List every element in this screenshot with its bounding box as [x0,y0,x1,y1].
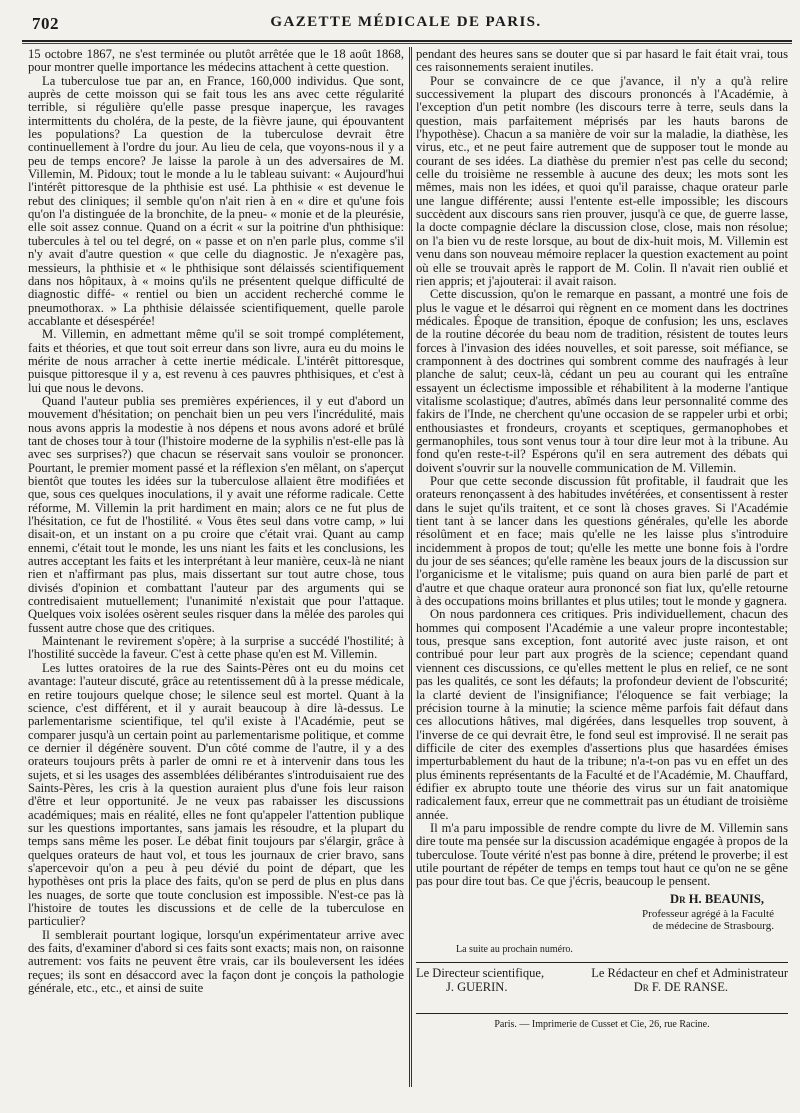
paragraph: Maintenant le revirement s'opère; à la surprise a succédé l'hostilité; à l'hostilité succède la faveur. C'est à cette phase qu'en est M. Villemin. [28,634,404,662]
header-rule-thin [22,43,792,44]
column-divider [409,47,410,1087]
paragraph: Il semblerait pourtant logique, lorsqu'un expérimentateur arrive avec des faits, d'examiner d'abord si ces faits sont exacts; mais non, on raisonne autrement: vos faits ne peuvent être vrais, car ils bouleversent les idées reçues; ils sont en désaccord avec la façon dont je conçois la pathologie générale, etc., etc., et ainsi de suite [28,927,404,996]
paragraph: Quand l'auteur publia ses premières expériences, il y eut d'abord un mouvement d'hésitation; on penchait bien un peu vers l'incrédulité, mais nous avons appris la modestie à nos dépens et nous avons adoré et brûlé tant de choses tour à tour (l'histoire moderne de la syphilis n'est-elle pas là avec ses surprises?) que chacun se réservait sans vouloir se prononcer. Pourtant, le premier moment passé et la réflexion s'en mêlant, on s'aperçut bientôt que toutes les idées sur la tuberculose allaient être modifiées et que, sous ces quelques inoculations, il y avait une réforme radicale. Cette réforme, M. Villemin la prit hardiment en main; alors ce ne fut plus de l'hésitation, ce fut de l'hostilité. « Vous êtes seul dans votre camp, » lui disait-on, et un instant on a pu croire que c'était vrai. Quant au camp ennemi, c'était tout le monde, les uns niant les faits et les conclusions, les autres acceptant les faits et les interprétant à leur manière, ceux-là ne niant rien et n'affirmant pas plus, mais dissertant sur tout autre chose, tous divisés d'opinion et combattant l'auteur par des arguments qui se contredisaient mutuellement; l'unanimité n'existait que pour l'attaque. Quelques voix isolées osèrent seules risquer dans la mêlée des paroles qui fussent autre chose que des critiques. [28,393,404,635]
author-title-line: Professeur agrégé à la Faculté [642,907,774,920]
page-header [22,12,790,38]
paragraph: M. Villemin, en admettant même qu'il se soit trompé complétement, faits et théories, et que tout soit erreur dans son livre, aura eu du moins le mérite de nous arracher à cette inertie médicale. L'intérêt pittoresque, puisque pittoresque il y a, est revenu à ces pauvres phthisiques, et c'est à lui que nous le devons. [28,327,404,395]
paragraph: La tuberculose tue par an, en France, 160,000 individus. Que sont, auprès de cette moisson qui se fait tous les ans avec cette régularité terrible, si régulière qu'elle passe presque inaperçue, les ravages intermittents du choléra, de la peste, de la fièvre jaune, qui épouvantent les populations? La question de la tuberculose devrait être continuellement à l'ordre du jour. Au lieu de cela, que voyons-nous il y a peu de temps encore? Je laisse la parole à un des adversaires de M. Villemin, M. Pidoux; tout le monde a lu le tableau suivant: « Aujourd'hui l'intérêt pittoresque de la phthisie est usé. La phthisie « est devenue le rebut des cliniques; il semble qu'on n'ait rien à en « dire et qu'une fois qu'on l'a distinguée de la bronchite, de la pneu- « monie et de la pleurésie, elle soit assez connue. Quand on a écrit « sur la poitrine d'un phthisique: tubercules à tel ou tel degré, on « passe et on n'en parle plus, comme s'il n'y avait d'autre question « que celle du diagnostic. Je n'exagère pas, messieurs, la phthisie et « le phthisique sont délaissés scientifiquement dans nos hôpitaux, à « moins qu'ils ne présentent quelque difficulté de diagnostic diffé- « rentiel ou bien un accident recherché comme le pneumothorax. » La phthisie délaissée scientifiquement, quelle parole accablante et désespérée! [28,73,404,328]
continued-note: La suite au prochain numéro. [456,943,573,955]
paragraph: Pour se convaincre de ce que j'avance, il n'y a qu'à relire successivement la plupart des discours prononcés à l'Académie, à l'exception d'un petit nombre (les discours terre à terre, seuls dans la question, mais parfaitement méprisés par les hauts barons de l'hypothèse). Chacun a sa manière de voir sur la maladie, la diathèse, les virus, etc., et ne peut faire autrement que de supposer tout le monde au courant de ses idées. La diathèse du premier n'est pas celle du second; celle du troisième ne ressemble à aucune des deux; les mots sont les mêmes, mais non les idées, et quoi qu'il paraisse, chaque orateur parle une langue différente; aussi l'entente est-elle impossible; les discours succèdent aux discours sans rien prouver, jusqu'à ce que, de guerre lasse, la docte compagnie déclare la discussion close, close, mais non résolue; on l'a bien vu de reste lorsque, au bout de dix-huit mois, M. Villemin est venu dans son nouveau mémoire replacer la question exactement au point où elle se trouvait après le rapport de M. Colin. Il n'avait rien oublié et rien appris; et j'ajouterai: il avait raison. [416,73,788,288]
right-column [416,48,788,1031]
column-divider-2 [411,47,412,1087]
page-number: 702 [32,14,59,33]
director-label: Le Directeur scientifique, [416,966,545,980]
editor-label: Le Rédacteur en chef et Administrateur [591,966,788,980]
credits-rule-bottom [416,1013,788,1014]
author-name: Dr H. BEAUNIS, [670,891,764,906]
printer-imprint: Paris. — Imprimerie de Cusset et Cie, 26, rue Racine. [494,1019,710,1030]
header-rule [22,40,792,42]
signature-block [416,893,788,941]
author-title-line: de médecine de Strasbourg. [652,919,774,932]
paragraph: Cette discussion, qu'on le remarque en passant, a montré une fois de plus le vague et le désarroi qui règnent en ce moment dans les doctrines médicales. Époque de transition, époque de confusion; les uns, esclaves de la routine décorée du beau nom de tradition, résistent de toutes leurs forces à l'invasion des idées nouvelles, et soit paresse, soit méfiance, se cramponnent à des doctrines qui sombrent comme des naufragés à leur planche de salut; ceux-là, cédant un peu au courant qui les entraîne essayent un éclectisme impossible et réhabilitent à la moderne l'antique vitalisme scolastique; d'autres, abîmés dans leur personnalité comme des fakirs de l'Inde, ne cherchent qu'une occasion de se rappeler urbi et orbi; enthousiastes et frondeurs, croyants et sceptiques, germanophobes et germanophiles, tous sont venus tour à tour dire leur mot à la tribune. Au fond qu'en reste-t-il? Espérons qu'il en sera autrement des débats qui doivent s'ouvrir sur la nouvelle communication de M. Villemin. [416,287,788,475]
credits [416,967,788,1007]
author-title [642,908,774,932]
running-title: GAZETTE MÉDICALE DE PARIS. [270,14,542,30]
paragraph: Pour que cette seconde discussion fût profitable, il faudrait que les orateurs renonçassent à des habitudes invétérées, et consentissent à rester dans le sujet qu'ils traitent, et ce sont là choses graves. Si l'Académie tient tant à se lancer dans les questions générales, qu'elle les aborde résolûment et en face; mais qu'elle ne les laisse plus s'introduire incidemment à propos de tout; qu'elle les mette une bonne fois à l'ordre du jour de ses séances; qu'elle ramène les beaux jours de la discussion sur l'organicisme et le vitalisme; puis quand on aura bien parlé de part et d'autre et que chaque orateur aura prononcé son fiat lux, qu'elle retourne à des occupations moins brillantes et plus utiles; tout le monde y gagnera. [416,474,788,609]
editor-name: Dr F. DE RANSE. [633,980,728,994]
left-column [28,48,404,995]
paragraph: pendant des heures sans se douter que si par hasard le fait était vrai, tous ces raisonnements seraient inutiles. [416,47,788,75]
credits-rule [416,962,788,963]
paragraph: Il m'a paru impossible de rendre compte du livre de M. Villemin sans dire toute ma pensée sur la discussion académique engagée à propos de la tuberculose. Toute vérité n'est pas bonne à dire, prétend le proverbe; il est utile pourtant de répéter de temps en temps tout haut ce qu'on ne se gêne pas pour dire tout bas. Ce que j'écris, beaucoup le pensent. [416,820,788,889]
director-name: J. GUERIN. [446,980,508,994]
paragraph: Les luttes oratoires de la rue des Saints-Pères ont eu du moins cet avantage: l'auteur discuté, grâce au retentissement dû à la presse médicale, en retire toujours quelque chose; le silence seul est mortel. Quant à la science, c'est différent, et il y aurait beaucoup à dire là-dessus. Le parlementarisme scientifique, tel qu'il existe à l'Académie, peut se comparer jusqu'à un certain point au parlementarisme politique, et comme ce dernier il dégénère souvent. D'un côté comme de l'autre, il y a des orateurs toujours prêts à parler de omni re et à intervenir dans tous les sujets, et si les usages des assemblées délibérantes s'introduisaient rue des Saints-Pères, les cris à la question auraient plus d'une fois leur raison d'être et leur opportunité. Je ne veux pas rabaisser les discussions académiques; mais en réalité, elles ne font qu'appeler l'attention publique sur les questions importantes, sans jamais les résoudre, et la plupart du temps sans même les poser. Le débat finit toujours par s'élargir, grâce à quelques orateurs de haut vol, et tous les journaux de crier bravo, sans s'apercevoir qu'on a peu à peu dévié du point de départ, que les hypothèses ont pris la place des faits, qu'on se perd de plus en plus dans les nuages, de sorte que toute conclusion est impossible. N'est-ce pas là l'histoire de toutes les discussions et de celle de la tuberculose en particulier? [28,660,404,929]
paragraph: On nous pardonnera ces critiques. Pris individuellement, chacun des hommes qui composent l'Académie a une valeur propre incontestable; tous, presque sans exception, font autorité avec juste raison, et ont contribué pour leur part aux progrès de la science; cependant quand viennent ces discussions, ce qu'elles mettent le plus en relief, ce ne sont pas les qualités, ce sont les défauts; la profondeur devient de l'obscurité; la clarté devient de l'insignifiance; l'éloquence se fait verbiage; la précision tourne à la minutie; la science même parfois fait défaut dans ces allocutions hâtives, mal digérées, dans lesquelles trop souvent, à l'inverse de ce qui devrait être, le fond seul est improvisé. Il ne serait pas difficile de citer des exemples d'assertions plus que hasardées émises imperturbablement du haut de la tribune; n'a-t-on pas vu en effet un des plus éminents représentants de la Faculté et de l'Académie, M. Chauffard, édifier ex abrupto toute une théorie des virus sur un fait anatomique radicalement faux, erreur que ne commettrait pas un étudiant de troisième année. [416,607,788,822]
paragraph: 15 octobre 1867, ne s'est terminée ou plutôt arrêtée que le 18 août 1868, pour montrer quelle importance les médecins attachent à cette question. [28,47,404,75]
